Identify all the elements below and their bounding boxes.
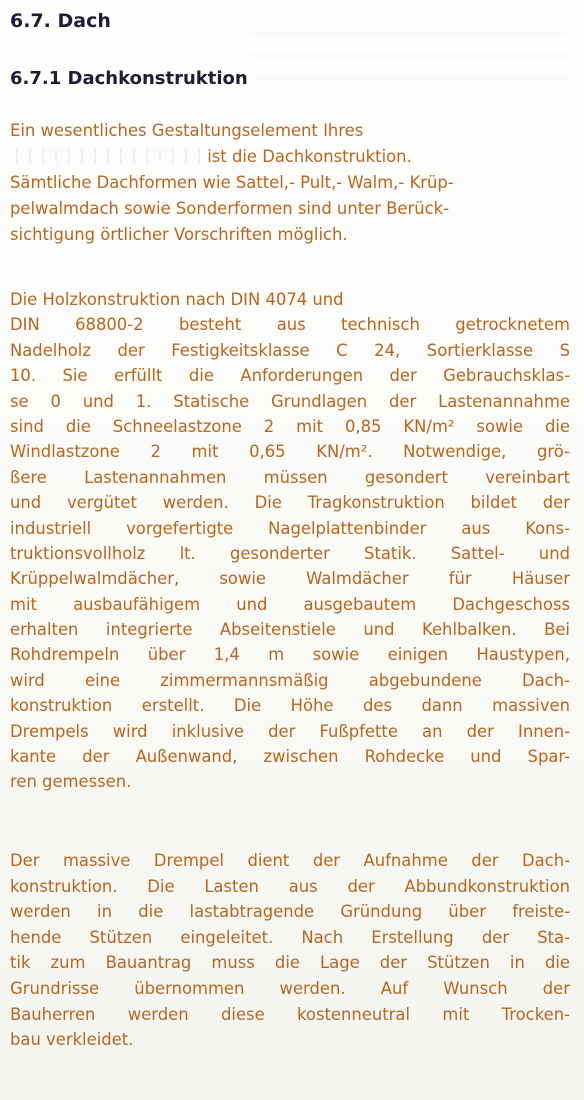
- text-line: Drempels wird inklusive der Fußpfette an der Innen-: [10, 721, 570, 741]
- text-line: tik zum Bauantrag muss die Lage der Stützen in die: [10, 953, 570, 973]
- text-line: pelwalmdach sowie Sonderformen sind unter Berück-: [10, 199, 450, 218]
- drempel-paragraph: [10, 848, 570, 1053]
- construction-paragraph: [10, 287, 570, 795]
- text-line: sichtigung örtlicher Vorschriften möglich.: [10, 225, 348, 244]
- text-line: industriell vorgefertigte Nagelplattenbinder aus Kons-: [10, 518, 570, 538]
- subsection-heading: 6.7.1 Dachkonstruktion: [10, 68, 248, 89]
- text-line: konstruktion erstellt. Die Höhe des dann massiven: [10, 696, 570, 716]
- text-line: se 0 und 1. Statische Grundlagen der Lastenannahme: [10, 391, 570, 411]
- text-line: hende Stützen eingeleitet. Nach Erstellung der Sta-: [10, 927, 570, 947]
- text-line: Bauherren werden diese kostenneutral mit Trocken-: [10, 1004, 570, 1024]
- redacted-company-name: [10, 149, 202, 163]
- text-line: werden in die lastabtragende Gründung über freiste-: [10, 902, 570, 922]
- text-line: ren gemessen.: [10, 772, 132, 792]
- intro-paragraph: [10, 118, 570, 248]
- show-through-background: [250, 20, 570, 110]
- text-line: bau verkleidet.: [10, 1030, 134, 1050]
- text-line: ist die Dachkonstruktion.: [207, 147, 412, 166]
- text-line: Rohdrempeln über 1,4 m sowie einigen Haustypen,: [10, 645, 570, 665]
- text-line: Der massive Drempel dient der Aufnahme der Dach-: [10, 851, 570, 870]
- text-line: Windlastzone 2 mit 0,65 KN/m². Notwendige, grö-: [10, 442, 570, 462]
- text-line: truktionsvollholz lt. gesonderter Statik. Sattel- und: [10, 543, 570, 563]
- text-line: konstruktion. Die Lasten aus der Abbundkonstruktion: [10, 876, 570, 896]
- text-line-redacted: [10, 144, 570, 170]
- text-line: Nadelholz der Festigkeitsklasse C 24, Sortierklasse S: [10, 340, 570, 360]
- text-line: ßere Lastenannahmen müssen gesondert vereinbart: [10, 467, 570, 487]
- text-line: 10. Sie erfüllt die Anforderungen der Gebrauchsklas-: [10, 366, 570, 386]
- text-line: Krüppelwalmdächer, sowie Walmdächer für Häuser: [10, 569, 570, 589]
- text-line: sind die Schneelastzone 2 mit 0,85 KN/m² sowie die: [10, 416, 570, 436]
- text-line: Sämtliche Dachformen wie Sattel,- Pult,- Walm,- Krüp-: [10, 173, 454, 192]
- text-line: kante der Außenwand, zwischen Rohdecke und Spar-: [10, 747, 570, 767]
- text-line: Die Holzkonstruktion nach DIN 4074 und: [10, 290, 344, 309]
- text-line: Ein wesentliches Gestaltungselement Ihres: [10, 121, 364, 140]
- section-heading: 6.7. Dach: [10, 10, 111, 32]
- text-line: erhalten integrierte Abseitenstiele und Kehlbalken. Bei: [10, 620, 570, 640]
- text-line: wird eine zimmermannsmäßig abgebundene Dach-: [10, 670, 570, 690]
- text-line: Grundrisse übernommen werden. Auf Wunsch der: [10, 978, 570, 998]
- text-line: mit ausbaufähigem und ausgebautem Dachgeschoss: [10, 594, 570, 614]
- text-line: und vergütet werden. Die Tragkonstruktion bildet der: [10, 493, 570, 513]
- text-line: DIN 68800-2 besteht aus technisch getrocknetem: [10, 315, 570, 335]
